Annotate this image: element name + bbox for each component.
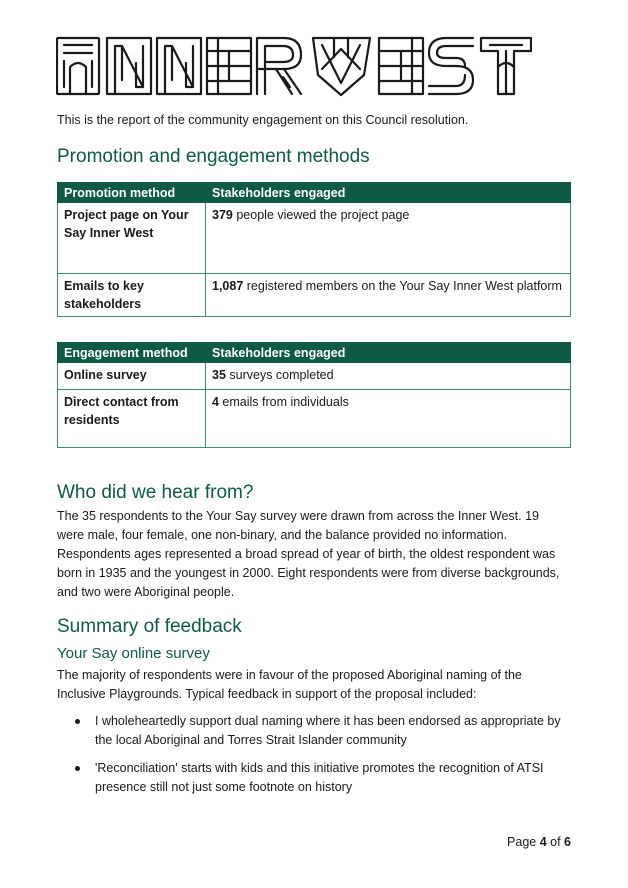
total-pages: 6 xyxy=(564,835,571,849)
stakeholder-cell xyxy=(206,363,571,390)
inner-west-logo xyxy=(56,35,532,97)
bullet-icon xyxy=(75,766,80,771)
table-row xyxy=(58,363,571,390)
table-row xyxy=(58,203,571,274)
detail: registered members on the Your Say Inner West platform xyxy=(243,279,562,293)
count: 1,087 xyxy=(212,279,244,293)
stakeholder-cell xyxy=(206,203,571,274)
current-page: 4 xyxy=(539,835,547,849)
quote-text: 'Reconciliation' starts with kids and this initiative promotes the recognition of ATSI presence still not just some footnote on history xyxy=(95,761,544,794)
page-number xyxy=(507,835,571,849)
page-of: of xyxy=(546,835,565,849)
detail: emails from individuals xyxy=(218,395,349,409)
table-header-row xyxy=(58,343,571,363)
subheading-your-say: Your Say online survey xyxy=(57,645,210,662)
section-heading-promotion: Promotion and engagement methods xyxy=(57,146,370,167)
method-cell: Online survey xyxy=(58,363,206,390)
table-row xyxy=(58,274,571,317)
column-header: Engagement method xyxy=(58,343,206,363)
promotion-table xyxy=(57,182,571,317)
count: 379 xyxy=(212,208,233,222)
stakeholder-cell xyxy=(206,274,571,317)
count: 4 xyxy=(212,395,219,409)
intro-text: This is the report of the community engagement on this Council resolution. xyxy=(57,113,469,127)
section-heading-summary: Summary of feedback xyxy=(57,616,242,637)
who-paragraph: The 35 respondents to the Your Say survey were drawn from across the Inner West. 19 were male, four female, one non-binary, and the balance provided no information. Respondents ages represented a broad spread of year of birth, the oldest respondent was born in 1935 and the youngest in 2000. Eight respondents were from diverse backgrounds, and two were Aboriginal people. xyxy=(57,509,560,599)
page-prefix: Page xyxy=(507,835,540,849)
column-header: Promotion method xyxy=(58,183,206,203)
quote-text: I wholeheartedly support dual naming where it has been endorsed as appropriate by the local Aboriginal and Torres Strait Islander community xyxy=(95,714,561,747)
section-heading-who: Who did we hear from? xyxy=(57,482,254,503)
column-header: Stakeholders engaged xyxy=(206,183,571,203)
list-item xyxy=(57,712,577,750)
list-item xyxy=(57,759,577,797)
detail: surveys completed xyxy=(225,368,334,382)
table-header-row xyxy=(58,183,571,203)
method-cell: Direct contact from residents xyxy=(58,390,206,448)
stakeholder-cell xyxy=(206,390,571,448)
bullet-icon xyxy=(75,719,80,724)
method-cell: Emails to key stakeholders xyxy=(58,274,206,317)
engagement-table xyxy=(57,342,571,448)
column-header: Stakeholders engaged xyxy=(206,343,571,363)
table-row xyxy=(58,390,571,448)
summary-paragraph: The majority of respondents were in favour of the proposed Aboriginal naming of the Inclusive Playgrounds. Typical feedback in support of the proposal included: xyxy=(57,668,522,701)
feedback-list xyxy=(57,712,577,806)
method-cell: Project page on Your Say Inner West xyxy=(58,203,206,274)
detail: people viewed the project page xyxy=(232,208,410,222)
count: 35 xyxy=(212,368,226,382)
